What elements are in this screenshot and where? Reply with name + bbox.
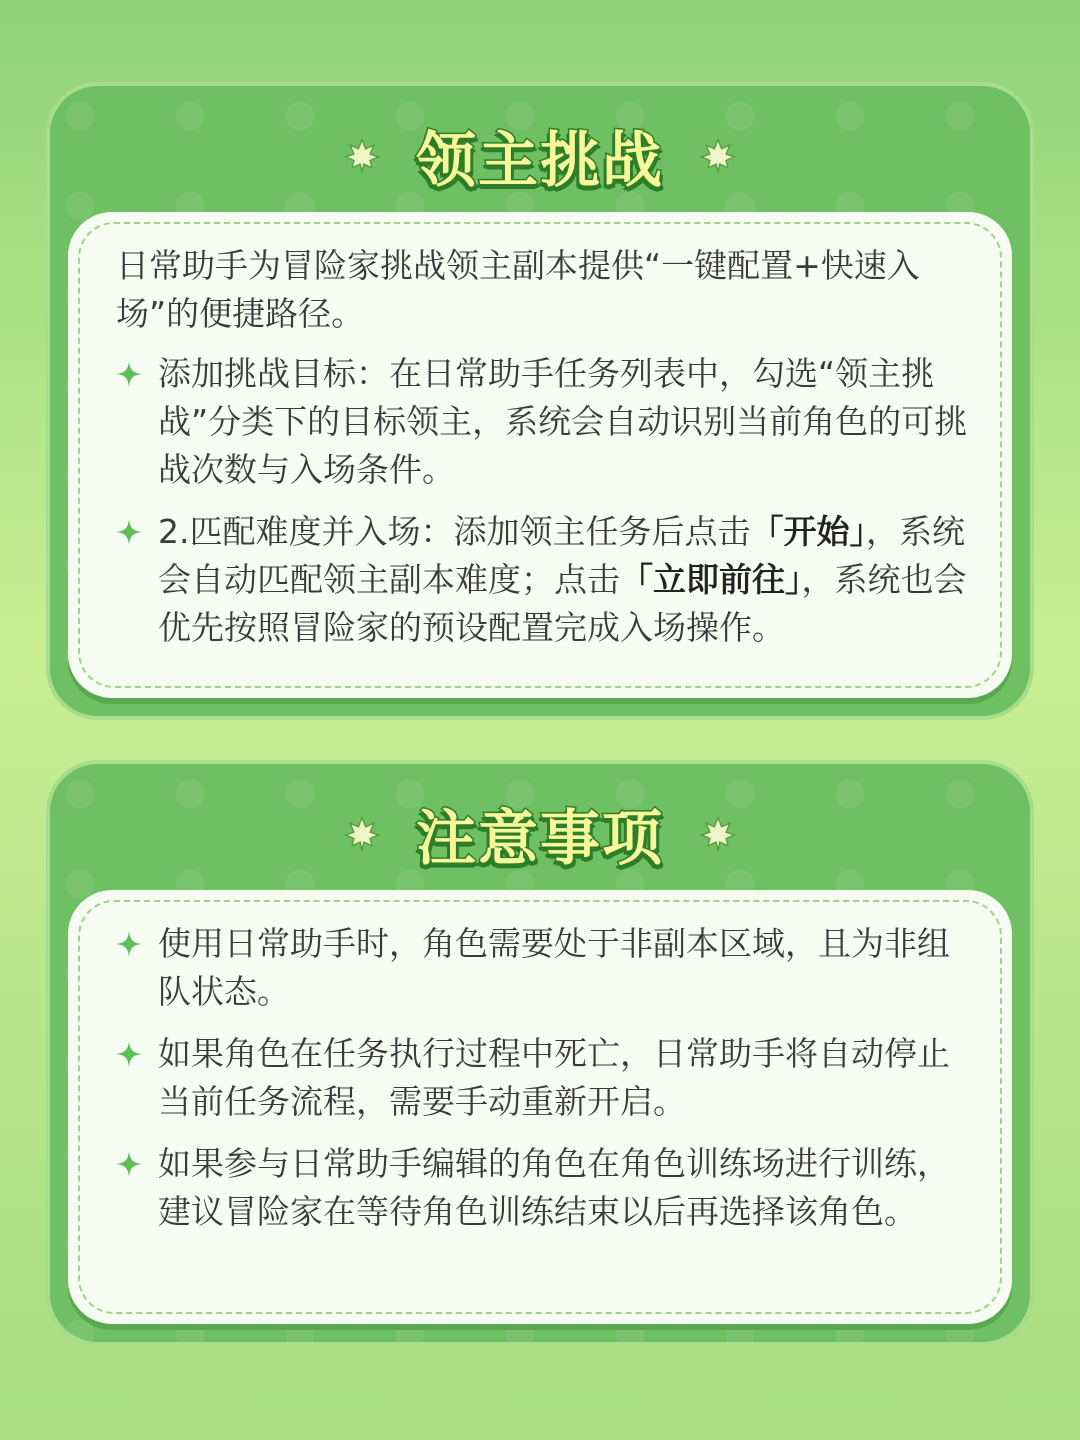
title-row [50, 794, 1030, 874]
list-item [116, 1030, 972, 1126]
item-text: 使用日常助手时，角色需要处于非副本区域，且为非组队状态。 [158, 924, 950, 1011]
list-item [116, 508, 972, 652]
content-card [68, 212, 1012, 698]
list-item [116, 1140, 972, 1236]
intro-text: 日常助手为冒险家挑战领主副本提供“一键配置+快速入场”的便捷路径。 [116, 246, 920, 333]
go-now-label: 「立即前往」 [620, 560, 802, 599]
title-row [50, 116, 1030, 196]
sparkle-star-icon [116, 1151, 142, 1177]
step-list [116, 350, 972, 666]
maple-leaf-icon [700, 816, 736, 852]
maple-leaf-icon [344, 138, 380, 174]
sparkle-star-icon [116, 1041, 142, 1067]
section-title: 注意事项 [416, 804, 664, 874]
boss-challenge-panel [46, 82, 1034, 720]
list-item [116, 350, 972, 494]
notes-list [116, 920, 972, 1250]
content-card [68, 890, 1012, 1324]
item-text: ，系统会自动匹配领主副本难度；点击 [158, 512, 965, 599]
notes-panel [46, 760, 1034, 1346]
item-text: 添加挑战目标：在日常助手任务列表中，勾选“领主挑战”分类下的目标领主，系统会自动识别当前角色的可挑战次数与入场条件。 [158, 354, 968, 489]
sparkle-star-icon [116, 931, 142, 957]
sparkle-star-icon [116, 361, 142, 387]
start-label: 「开始」 [750, 512, 866, 551]
sparkle-star-icon [116, 519, 142, 545]
maple-leaf-icon [700, 138, 736, 174]
list-item [116, 920, 972, 1016]
section-title: 领主挑战 [416, 126, 664, 196]
item-text: 如果参与日常助手编辑的角色在角色训练场进行训练，建议冒险家在等待角色训练结束以后再选择该角色。 [158, 1144, 950, 1231]
item-text: 如果角色在任务执行过程中死亡，日常助手将自动停止当前任务流程，需要手动重新开启。 [158, 1034, 950, 1121]
item-text: ，系统也会优先按照冒险家的预设配置完成入场操作。 [158, 560, 967, 647]
maple-leaf-icon [344, 816, 380, 852]
item-text: 2.匹配难度并入场：添加领主任务后点击 [158, 512, 751, 551]
